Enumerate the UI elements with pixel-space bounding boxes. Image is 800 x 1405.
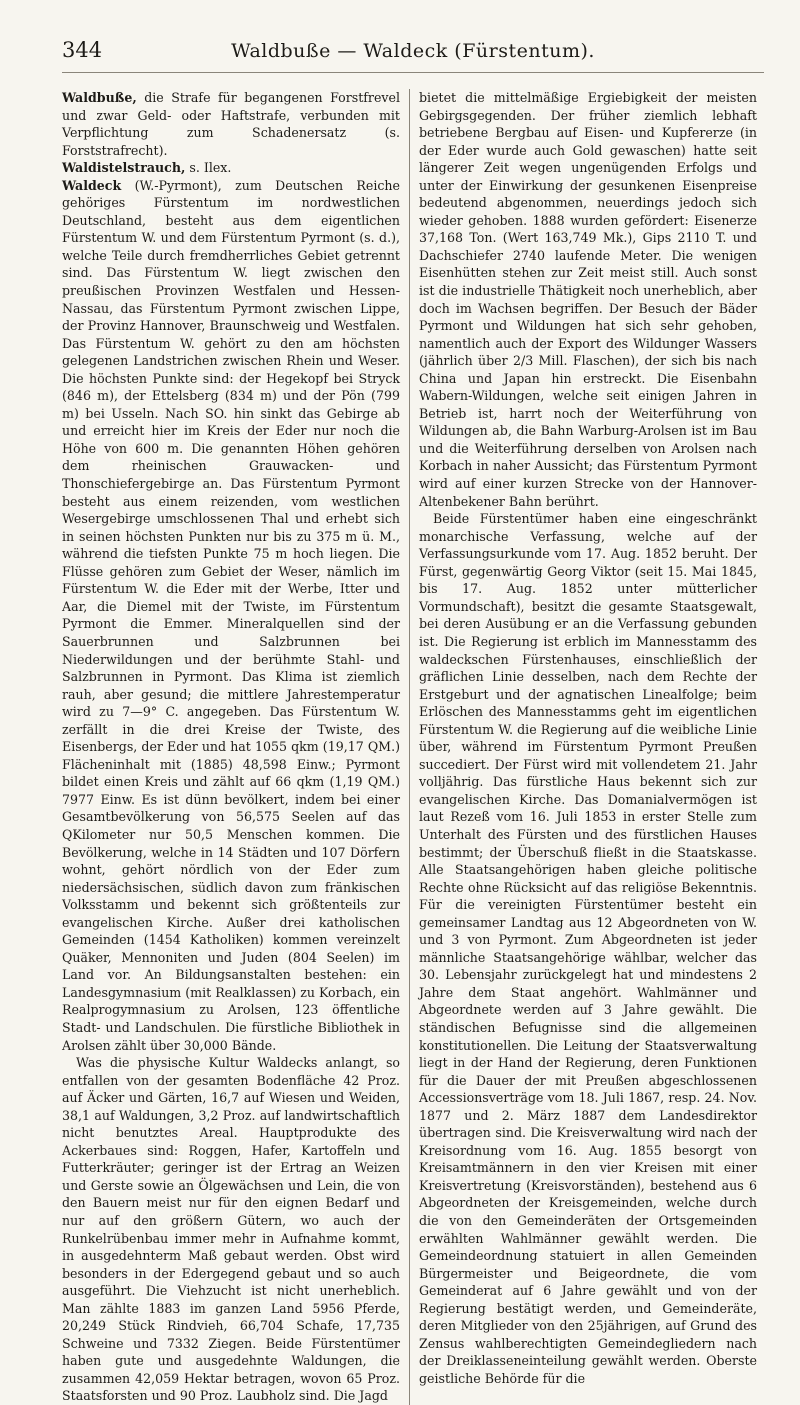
text-columns	[62, 89, 764, 1405]
entry-waldistelstrauch	[62, 159, 400, 177]
entry-text: (W.-Pyrmont), zum Deutschen Reiche gehöriges Fürstentum im nordwestlichen Deutschland, besteht aus dem eigentlichen Fürstentum W. und dem Fürstentum Pyrmont (s. d.), welche Teile durch fremdherrliches Gebiet getrennt sind. Das Fürstentum W. liegt zwischen den preußischen Provinzen Westfalen und Hessen-Nassau, das Fürstentum Pyrmont zwischen Lippe, der Provinz Hannover, Braunschweig und Westfalen. Das Fürstentum W. gehört zu den am höchsten gelegenen Landstrichen zwischen Rhein und Weser. Die höchsten Punkte sind: der Hegekopf bei Stryck (846 m), der Ettelsberg (834 m) und der Pön (799 m) bei Usseln. Nach SO. hin sinkt das Gebirge ab und erreicht hier im Kreis der Eder nur noch die Höhe von 600 m. Die genannten Höhen gehören dem rheinischen Grauwacken- und Thonschiefergebirge an. Das Fürstentum Pyrmont besteht aus einem reizenden, vom westlichen Wesergebirge umschlossenen Thal und erhebt sich in seinen höchsten Punkten nur bis zu 375 m ü. M., während die tiefsten Punkte 75 m hoch liegen. Die Flüsse gehören zum Gebiet der Weser, nämlich im Fürstentum W. die Eder mit der Werbe, Itter und Aar, die Diemel mit der Twiste, im Fürstentum Pyrmont die Emmer. Mineralquellen sind der Sauerbrunnen und Salzbrunnen bei Niederwildungen und der berühmte Stahl- und Salzbrunnen in Pyrmont. Das Klima ist ziemlich rauh, aber gesund; die mittlere Jahrestemperatur wird zu 7—9° C. angegeben. Das Fürstentum W. zerfällt in die drei Kreise der Twiste, des Eisenbergs, der Eder und hat 1055 qkm (19,17 QM.) Flächeninhalt mit (1885) 48,598 Einw.; Pyrmont bildet einen Kreis und zählt auf 66 qkm (1,19 QM.) 7977 Einw. Es ist dünn bevölkert, indem bei einer Gesamtbevölkerung von 56,575 Seelen auf das QKilometer nur 50,5 Menschen kommen. Die Bevölkerung, welche in 14 Städten und 107 Dörfern wohnt, gehört nördlich von der Eder zum niedersächsischen, südlich davon zum fränkischen Volksstamm und bekennt sich größtenteils zur evangelischen Kirche. Außer drei katholischen Gemeinden (1454 Katholiken) kommen vereinzelt Quäker, Mennoniten und Juden (804 Seelen) im Land vor. An Bildungsanstalten bestehen: ein Landesgymnasium (mit Realklassen) zu Korbach, ein Realprogymnasium zu Arolsen, 123 öffentliche Stadt- und Landschulen. Die fürstliche Bibliothek in Arolsen zählt über 30,000 Bände.	[62, 177, 400, 1053]
entry-text: s. Ilex.	[189, 160, 232, 176]
entry-waldeck	[62, 177, 400, 1054]
entry-lemma: Waldeck	[62, 177, 122, 193]
entry-lemma: Waldistelstrauch,	[62, 160, 186, 176]
left-column	[62, 89, 409, 1405]
body-paragraph: bietet die mittelmäßige Ergiebigkeit der meisten Gebirgsgegenden. Der früher ziemlich lebhaft betriebene Bergbau auf Eisen- und Kupfererze (in der Eder wurde auch Gold gewaschen) hatte seit längerer Zeit wegen ungenügenden Erfolgs und unter der Einwirkung der gesunkenen Eisenpreise bedeutend abgenommen, neuerdings jedoch sich wieder gehoben. 1888 wurden gefördert: Eisenerze 37,168 Ton. (Wert 163,749 Mk.), Gips 2110 T. und Dachschiefer 2740 laufende Meter. Die wenigen Eisenhütten stehen zur Zeit meist still. Auch sonst ist die industrielle Thätigkeit noch unerheblich, aber doch im Wachsen begriffen. Der Besuch der Bäder Pyrmont und Wildungen hat sich sehr gehoben, namentlich auch der Export des Wildunger Wassers (jährlich über 2/3 Mill. Flaschen), der sich bis nach China und Japan hin erstreckt. Die Eisenbahn Wabern-Wildungen, welche seit einigen Jahren in Betrieb ist, harrt noch der Weiterführung von Wildungen ab, die Bahn Warburg-Arolsen ist im Bau und die Weiterführung derselben von Arolsen nach Korbach in naher Aussicht; das Fürstentum Pyrmont wird auf einer kurzen Strecke von der Hannover-Altenbekener Bahn berührt.	[419, 90, 757, 509]
running-head: Waldbuße — Waldeck (Fürstentum).	[231, 40, 595, 62]
page-header	[62, 38, 764, 73]
body-paragraph: Was die physische Kultur Waldecks anlangt, so entfallen von der gesamten Bodenfläche 42 Proz. auf Äcker und Gärten, 16,7 auf Wiesen und Weiden, 38,1 auf Waldungen, 3,2 Proz. auf landwirtschaftlich nicht benutztes Areal. Hauptprodukte des Ackerbaues sind: Roggen, Hafer, Kartoffeln und Futterkräuter; geringer ist der Ertrag an Weizen und Gerste sowie an Ölgewächsen und Lein, die von den Bauern meist nur für den eignen Bedarf und nur auf den größern Gütern, wo auch der Runkelrübenbau immer mehr in Aufnahme kommt, in ausgedehnterm Maß gebaut werden. Obst wird besonders in der Edergegend gebaut und so auch ausgeführt. Die Viehzucht ist nicht unerheblich. Man zählte 1883 im ganzen Land 5956 Pferde, 20,249 Stück Rindvieh, 66,704 Schafe, 17,735 Schweine und 7332 Ziegen. Beide Fürstentümer haben gute und ausgedehnte Waldungen, die zusammen 42,059 Hektar betragen, wovon 65 Proz. Staatsforsten und 90 Proz. Laubholz sind. Die Jagd	[62, 1055, 400, 1404]
body-paragraph: Beide Fürstentümer haben eine eingeschränkt monarchische Verfassung, welche auf der Verfassungsurkunde vom 17. Aug. 1852 beruht. Der Fürst, gegenwärtig Georg Viktor (seit 15. Mai 1845, bis 17. Aug. 1852 unter mütterlicher Vormundschaft), besitzt die gesamte Staatsgewalt, bei deren Ausübung er an die Verfassung gebunden ist. Die Regierung ist erblich im Mannesstamm des waldeckschen Fürstenhauses, einschließlich der gräflichen Linie desselben, nach dem Rechte der Erstgeburt und der agnatischen Linealfolge; beim Erlöschen des Mannesstamms geht im eigentlichen Fürstentum W. die Regierung auf die weibliche Linie über, während im Fürstentum Pyrmont Preußen succediert. Der Fürst wird mit vollendetem 21. Jahr volljährig. Das fürstliche Haus bekennt sich zur evangelischen Kirche. Das Domanialvermögen ist laut Rezeß vom 16. Juli 1853 in erster Stelle zum Unterhalt des Fürsten und des fürstlichen Hauses bestimmt; der Überschuß fließt in die Staatskasse. Alle Staatsangehörigen haben gleiche politische Rechte ohne Rücksicht auf das religiöse Bekenntnis. Für die vereinigten Fürstentümer besteht ein gemeinsamer Landtag aus 12 Abgeordneten von W. und 3 von Pyrmont. Zum Abgeordneten ist jeder männliche Staatsangehörige wählbar, welcher das 30. Lebensjahr zurückgelegt hat und mindestens 2 Jahre dem Staat angehört. Wahlmänner und Abgeordnete werden auf 3 Jahre gewählt. Die ständischen Befugnisse sind die allgemeinen konstitutionellen. Die Leitung der Staatsverwaltung liegt in der Hand der Regierung, deren Funktionen für die Dauer der mit Preußen abgeschlossenen Accessionsverträge vom 18. Juli 1867, resp. 24. Nov. 1877 und 2. März 1887 dem Landesdirektor übertragen sind. Die Kreisverwaltung wird nach der Kreisordnung vom 16. Aug. 1855 besorgt von Kreisamtmännern in den vier Kreisen mit einer Kreisvertretung (Kreisvorständen), bestehend aus 6 Abgeordneten der Kreisgemeinden, welche durch die von den Gemeinderäten der Ortsgemeinden erwählten Wahlmänner gewählt werden. Die Gemeindeordnung statuiert in allen Gemeinden Bürgermeister und Beigeordnete, die vom Gemeinderat auf 6 Jahre gewählt und von der Regierung bestätigt werden, und Gemeinderäte, deren Mitglieder von den 25jährigen, auf Grund des Zensus wahlberechtigten Gemeindegliedern nach der Dreiklasseneinteilung gewählt werden. Oberste geistliche Behörde für die	[419, 511, 757, 1386]
entry-waldbusse	[62, 89, 400, 159]
entry-lemma: Waldbuße,	[62, 90, 137, 105]
page-number: 344	[62, 38, 103, 62]
entry-text: die Strafe für begangenen Forstfrevel und zwar Geld- oder Haftstrafe, verbunden mit Verpflichtung zum Schadenersatz (s. Forststrafrecht).	[62, 90, 400, 158]
right-column	[409, 89, 757, 1405]
